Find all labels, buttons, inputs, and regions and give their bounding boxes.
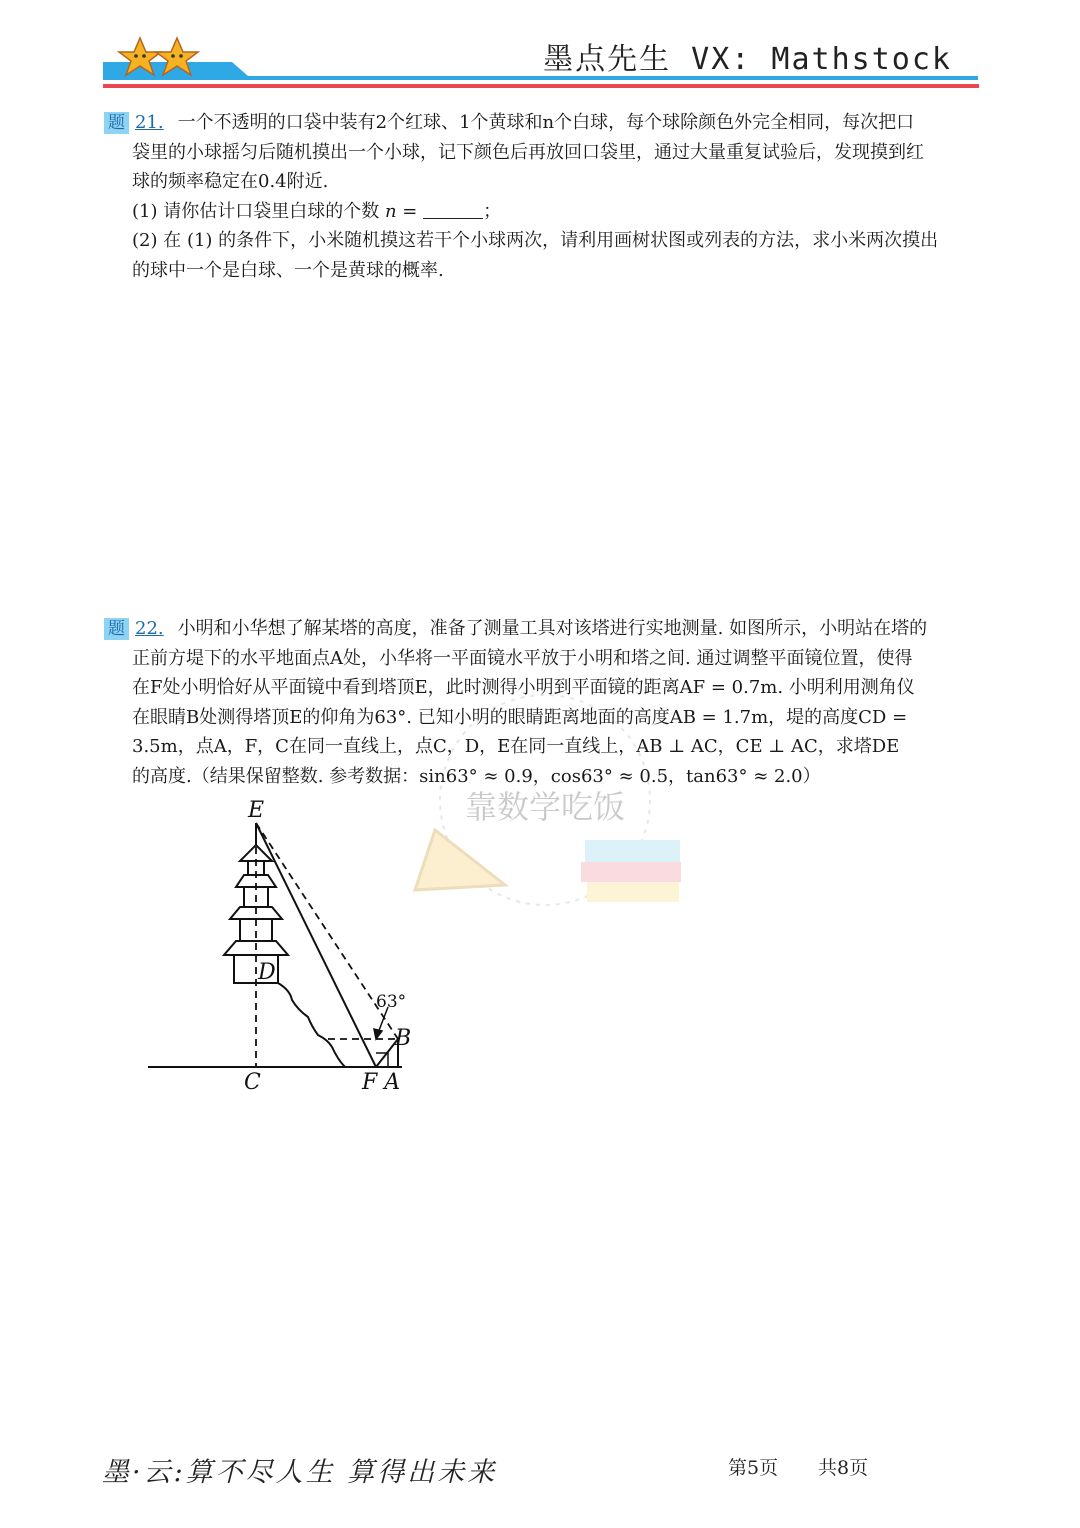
question-21 (104, 108, 980, 285)
q21-part1-eq: = (396, 200, 424, 222)
q21-line2: 袋里的小球摇匀后随机摸出一个小球，记下颜色后再放回口袋里，通过大量重复试验后，发现摸到红 (132, 141, 924, 163)
question-number: 21. (135, 112, 164, 133)
label-FA: F A (362, 1070, 401, 1095)
q21-part1-text: (1) 请你估计口袋里白球的个数 (132, 200, 380, 222)
header-red-line (103, 84, 979, 88)
question-tag: 题 (104, 112, 129, 134)
page-header (0, 0, 1080, 100)
question-tag: 题 (104, 618, 129, 640)
q22-line5: 3.5m，点A，F，C在同一直线上，点C，D，E在同一直线上，AB ⊥ AC，CE ⊥ AC，求塔DE (132, 736, 900, 757)
header-brand: 墨点先生 VX: Mathstock (543, 42, 952, 77)
q22-line1 (104, 614, 980, 644)
q22-line3: 在F处小明恰好从平面镜中看到塔顶E，此时测得小明到平面镜的距离AF = 0.7m. 小明利用测角仪 (132, 677, 915, 698)
book-icon (585, 840, 680, 862)
geometry-diagram (140, 795, 440, 1105)
watermark (395, 690, 695, 934)
watermark-text: 靠数学吃饭 (464, 788, 626, 826)
label-D: D (258, 960, 276, 985)
q22-line4: 在眼睛B处测得塔顶E的仰角为63°. 已知小明的眼睛距离地面的高度AB = 1.7m，堤的高度CD = (132, 706, 908, 728)
q22-line2: 正前方堤下的水平地面点A处，小华将一平面镜水平放于小明和塔之间. 通过调整平面镜位置，使得 (132, 647, 913, 669)
angle-label: 63° (376, 992, 407, 1012)
page-number: 第5页 (728, 1457, 779, 1479)
label-E: E (248, 798, 265, 823)
q21-line3: 球的频率稳定在0.4附近. (132, 171, 329, 192)
q22-text-1: 小明和小华想了解某塔的高度，准备了测量工具对该塔进行实地测量. 如图所示，小明站在塔的 (177, 618, 928, 639)
question-number: 22. (135, 618, 164, 639)
book-icon (587, 882, 679, 902)
q21-part2-line2: 的球中一个是白球、一个是黄球的概率. (132, 259, 444, 281)
q21-text-1: 一个不透明的口袋中装有2个红球、1个黄球和n个白球，每个球除颜色外完全相同，每次把口 (177, 112, 915, 133)
embankment (278, 983, 345, 1067)
q22-line6: 的高度.（结果保留整数. 参考数据：sin63° ≈ 0.9，cos63° ≈ 0.5，tan63° ≈ 2.0） (132, 765, 821, 787)
label-B: B (395, 1026, 412, 1051)
q21-part1 (104, 197, 980, 227)
book-icon (581, 862, 681, 882)
q21-line1 (104, 108, 980, 138)
footer-motto: 墨·云:算不尽人生 算得出未来 (102, 1457, 498, 1488)
page-total: 共8页 (818, 1457, 869, 1479)
watermark-graphic (395, 690, 695, 930)
arrow-head-icon (374, 1029, 382, 1039)
q21-part1-end: ； (483, 200, 502, 222)
answer-blank[interactable] (423, 200, 483, 219)
q21-part2-line1: (2) 在 (1) 的条件下，小米随机摸这若干个小球两次，请利用画树状图或列表的方法，求小米两次摸出 (132, 230, 939, 251)
label-C: C (244, 1070, 261, 1095)
tower-figure (140, 795, 440, 1109)
q21-part1-var: n (384, 200, 397, 222)
